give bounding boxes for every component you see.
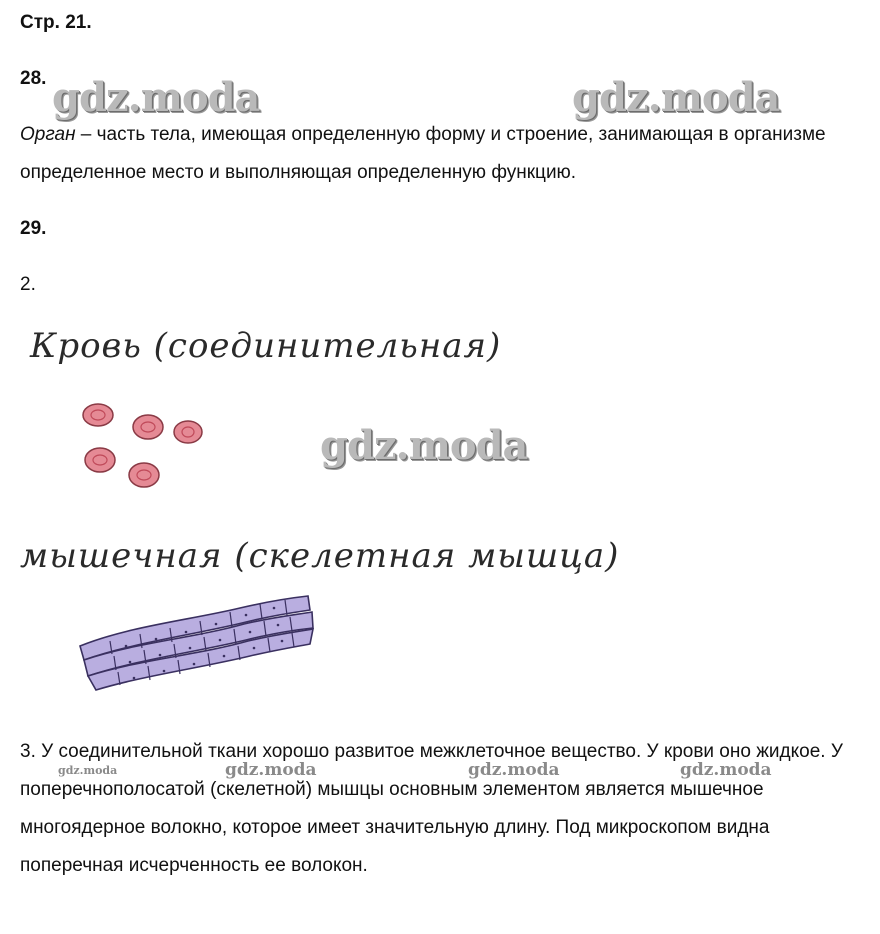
item-2-label: 2.	[20, 274, 36, 295]
definition-text: – часть тела, имеющая определенную форму и строение, занимающая в организме определенное место и выполняющая определенную функцию.	[20, 124, 826, 183]
watermark-large: gdz.moda	[52, 74, 260, 121]
watermark-small: gdz.moda	[225, 760, 317, 780]
page-label: Стр. 21.	[20, 12, 92, 33]
watermark-small: gdz.moda	[468, 760, 560, 780]
blood-cell	[133, 415, 163, 439]
blood-cell	[85, 448, 115, 472]
watermark-tiny: gdz.moda	[58, 764, 118, 777]
watermark-small: gdz.moda	[680, 760, 772, 780]
blood-cell	[83, 404, 113, 426]
blood-cell	[174, 421, 202, 443]
task-28-number: 28.	[20, 68, 47, 89]
blood-cell	[129, 463, 159, 487]
task-28-definition	[20, 116, 855, 192]
term-organ: Орган	[20, 124, 76, 145]
muscle-caption-handwritten: мышечная (скелетная мышца)	[20, 536, 620, 576]
task-29-number: 29.	[20, 218, 47, 239]
blood-caption-handwritten: Кровь (соединительная)	[30, 326, 502, 366]
item-3-paragraph: 3. У соединительной ткани хорошо развитое межклеточное вещество. У крови оно жидкое. У поперечнополосатой (скелетной) мышцы основным элементом является мышечное многоядерное волокно, которое имеет значительную длину. Под микроскопом видна поперечная исчерченность ее волокон.	[20, 741, 843, 876]
watermark-large: gdz.moda	[320, 422, 528, 469]
blood-cells-drawing	[70, 395, 220, 505]
muscle-fibers-drawing	[70, 588, 320, 703]
watermark-large: gdz.moda	[572, 74, 780, 121]
